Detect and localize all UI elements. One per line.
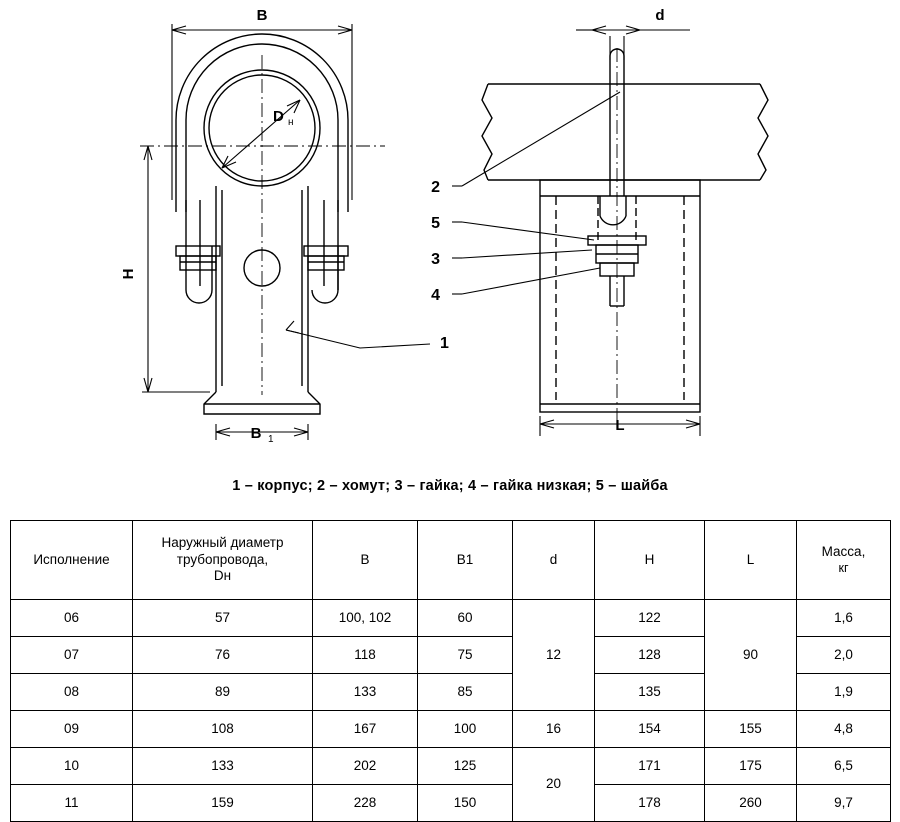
cell-h: 178 — [595, 785, 705, 822]
cell-l: 90 — [705, 600, 797, 711]
spec-table-wrap — [10, 520, 890, 822]
cell-h: 154 — [595, 711, 705, 748]
cell-b: 228 — [313, 785, 418, 822]
callout-1-right: 1 — [440, 335, 449, 352]
header-ispolnenie: Исполнение — [11, 521, 133, 600]
header-h: H — [595, 521, 705, 600]
cell-ispolnenie: 10 — [11, 748, 133, 785]
cell-diameter: 76 — [133, 637, 313, 674]
cell-b: 133 — [313, 674, 418, 711]
pipe-side-view — [482, 84, 768, 180]
header-mass-line1: Масса, — [821, 543, 866, 559]
label-B: B — [256, 7, 268, 24]
cell-l: 260 — [705, 785, 797, 822]
cell-l: 155 — [705, 711, 797, 748]
label-B1: B — [250, 425, 262, 442]
cell-b: 167 — [313, 711, 418, 748]
header-diameter-line3: Dн — [213, 568, 232, 584]
cell-d: 12 — [513, 600, 595, 711]
label-B1-subscript: 1 — [268, 434, 274, 445]
spec-table — [10, 520, 891, 822]
cell-diameter: 108 — [133, 711, 313, 748]
dimension-B1 — [216, 424, 308, 440]
cell-diameter: 159 — [133, 785, 313, 822]
header-b: B — [313, 521, 418, 600]
header-d: d — [513, 521, 595, 600]
header-diameter-line1: Наружный диаметр — [161, 534, 284, 550]
cell-diameter: 133 — [133, 748, 313, 785]
u-bolt-right — [304, 200, 348, 303]
dimension-d — [576, 26, 690, 60]
cell-b: 118 — [313, 637, 418, 674]
cell-diameter: 57 — [133, 600, 313, 637]
cell-ispolnenie: 06 — [11, 600, 133, 637]
cell-ispolnenie: 09 — [11, 711, 133, 748]
cell-mass: 9,7 — [797, 785, 891, 822]
cell-h: 128 — [595, 637, 705, 674]
table-row — [11, 748, 891, 785]
table-row — [11, 711, 891, 748]
cell-b1: 150 — [418, 785, 513, 822]
header-diameter — [133, 521, 313, 600]
header-mass-line2: кг — [838, 560, 849, 575]
header-l: L — [705, 521, 797, 600]
header-mass — [797, 521, 891, 600]
figure-caption: 1 – корпус; 2 – хомут; 3 – гайка; 4 – гайка низкая; 5 – шайба — [232, 478, 668, 494]
cell-mass: 6,5 — [797, 748, 891, 785]
callout-4: 4 — [431, 287, 440, 304]
cell-ispolnenie: 07 — [11, 637, 133, 674]
cell-b1: 75 — [418, 637, 513, 674]
table-header-row — [11, 521, 891, 600]
callout-2: 2 — [431, 179, 440, 196]
label-Dn: D — [273, 108, 284, 125]
label-H: H — [120, 268, 137, 280]
callout-leaders-right — [452, 92, 620, 294]
cell-h: 171 — [595, 748, 705, 785]
table-row — [11, 600, 891, 637]
cell-diameter: 89 — [133, 674, 313, 711]
header-b1: B1 — [418, 521, 513, 600]
label-d: d — [655, 7, 665, 24]
cell-mass: 1,9 — [797, 674, 891, 711]
dimension-Dn — [222, 100, 300, 168]
cell-b1: 125 — [418, 748, 513, 785]
u-bolt-left — [176, 200, 220, 303]
cell-b: 100, 102 — [313, 600, 418, 637]
cell-b1: 100 — [418, 711, 513, 748]
cell-b1: 85 — [418, 674, 513, 711]
cell-mass: 4,8 — [797, 711, 891, 748]
cell-l: 175 — [705, 748, 797, 785]
header-diameter-line2: трубопровода, — [176, 551, 269, 567]
cell-ispolnenie: 11 — [11, 785, 133, 822]
cell-h: 122 — [595, 600, 705, 637]
label-Dn-subscript: н — [288, 117, 294, 128]
cell-b1: 60 — [418, 600, 513, 637]
cell-mass: 2,0 — [797, 637, 891, 674]
callout-3: 3 — [431, 251, 440, 268]
cell-ispolnenie: 08 — [11, 674, 133, 711]
cell-mass: 1,6 — [797, 600, 891, 637]
callout-5: 5 — [431, 215, 440, 232]
label-L: L — [615, 417, 625, 434]
cell-h: 135 — [595, 674, 705, 711]
cell-b: 202 — [313, 748, 418, 785]
cell-d: 20 — [513, 748, 595, 822]
bracket-side-view — [540, 180, 700, 412]
table-row — [11, 785, 891, 822]
cell-d: 16 — [513, 711, 595, 748]
